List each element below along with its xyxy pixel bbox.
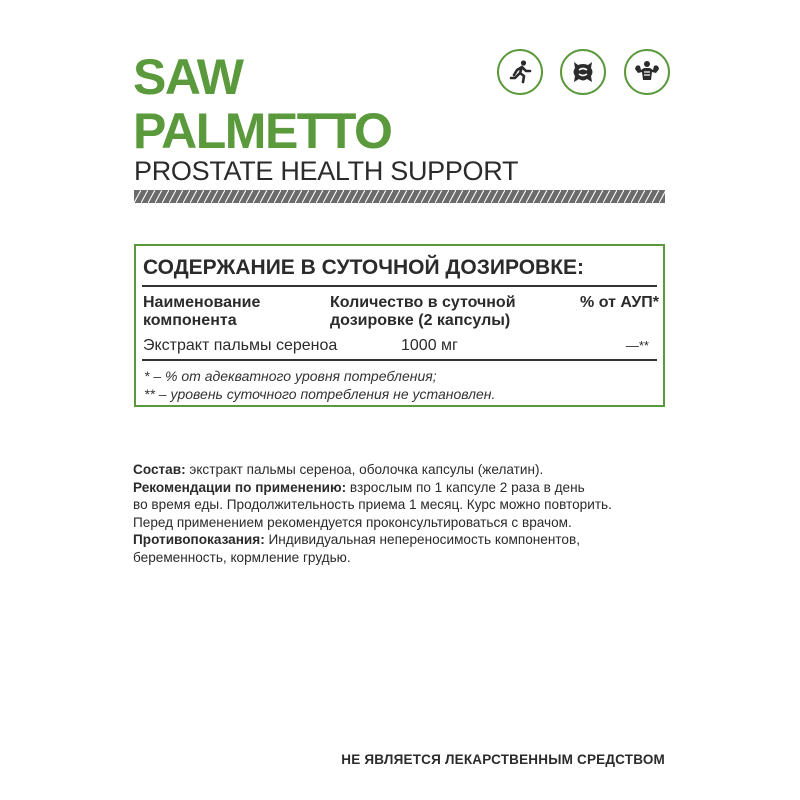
- contraindications-label: Противопоказания:: [133, 532, 265, 548]
- usage-line-1: [133, 479, 673, 497]
- footnote-1: * – % от адекватного уровня потребления;: [144, 368, 437, 384]
- product-title-line-1: SAW: [133, 49, 243, 105]
- footer-disclaimer: НЕ ЯВЛЯЕТСЯ ЛЕКАРСТВЕННЫМ СРЕДСТВОМ: [341, 752, 665, 767]
- footnote-2: ** – уровень суточного потребления не установлен.: [144, 386, 496, 402]
- header-component-line-2: компонента: [143, 312, 237, 329]
- header-quantity-line-2: дозировке (2 капсулы): [330, 312, 511, 329]
- row-quantity: 1000 мг: [401, 337, 458, 354]
- usage-label: Рекомендации по применению:: [133, 479, 347, 495]
- contraindications-text-1: Индивидуальная непереносимость компонентов,: [264, 532, 580, 548]
- contraindications-line-2: беременность, кормление грудью.: [133, 549, 351, 565]
- nutrition-title: СОДЕРЖАНИЕ В СУТОЧНОЙ ДОЗИРОВКЕ:: [143, 256, 585, 279]
- usage-line-3: Перед применением рекомендуется проконсультироваться с врачом.: [133, 514, 572, 530]
- header-quantity: [330, 294, 516, 330]
- header-component: [143, 294, 260, 330]
- product-title: [133, 50, 391, 158]
- header-quantity-line-1: Количество в суточной: [330, 294, 516, 311]
- usage-line-2: во время еды. Продолжительность приема 1 месяц. Курс можно повторить.: [133, 497, 612, 513]
- product-title-line-2: PALMETTO: [133, 103, 392, 159]
- composition-text: экстракт пальмы сереноа, оболочка капсулы (желатин).: [185, 462, 544, 477]
- usage-text-1: взрослым по 1 капсуле 2 раза в день: [346, 479, 585, 495]
- leather-hide-icon: [560, 49, 606, 95]
- contraindications-line-1: [133, 531, 673, 549]
- nutrition-divider-top: [142, 285, 657, 287]
- header-percent: % от АУП*: [580, 294, 659, 311]
- nutrition-divider-bottom: [142, 359, 657, 361]
- decorative-stripe: [134, 190, 665, 203]
- product-description: [133, 461, 673, 567]
- composition-label: Состав:: [133, 462, 186, 477]
- row-component: Экстракт пальмы сереноа: [143, 337, 338, 354]
- nutrition-facts-box: [134, 244, 665, 407]
- header-component-line-1: Наименование: [143, 294, 261, 311]
- muscle-torso-icon: [624, 49, 670, 95]
- row-percent: —**: [625, 338, 649, 353]
- running-person-icon: [497, 49, 543, 95]
- feature-icons: [497, 49, 670, 97]
- composition-line: [133, 461, 673, 479]
- product-subtitle: PROSTATE HEALTH SUPPORT: [134, 156, 519, 186]
